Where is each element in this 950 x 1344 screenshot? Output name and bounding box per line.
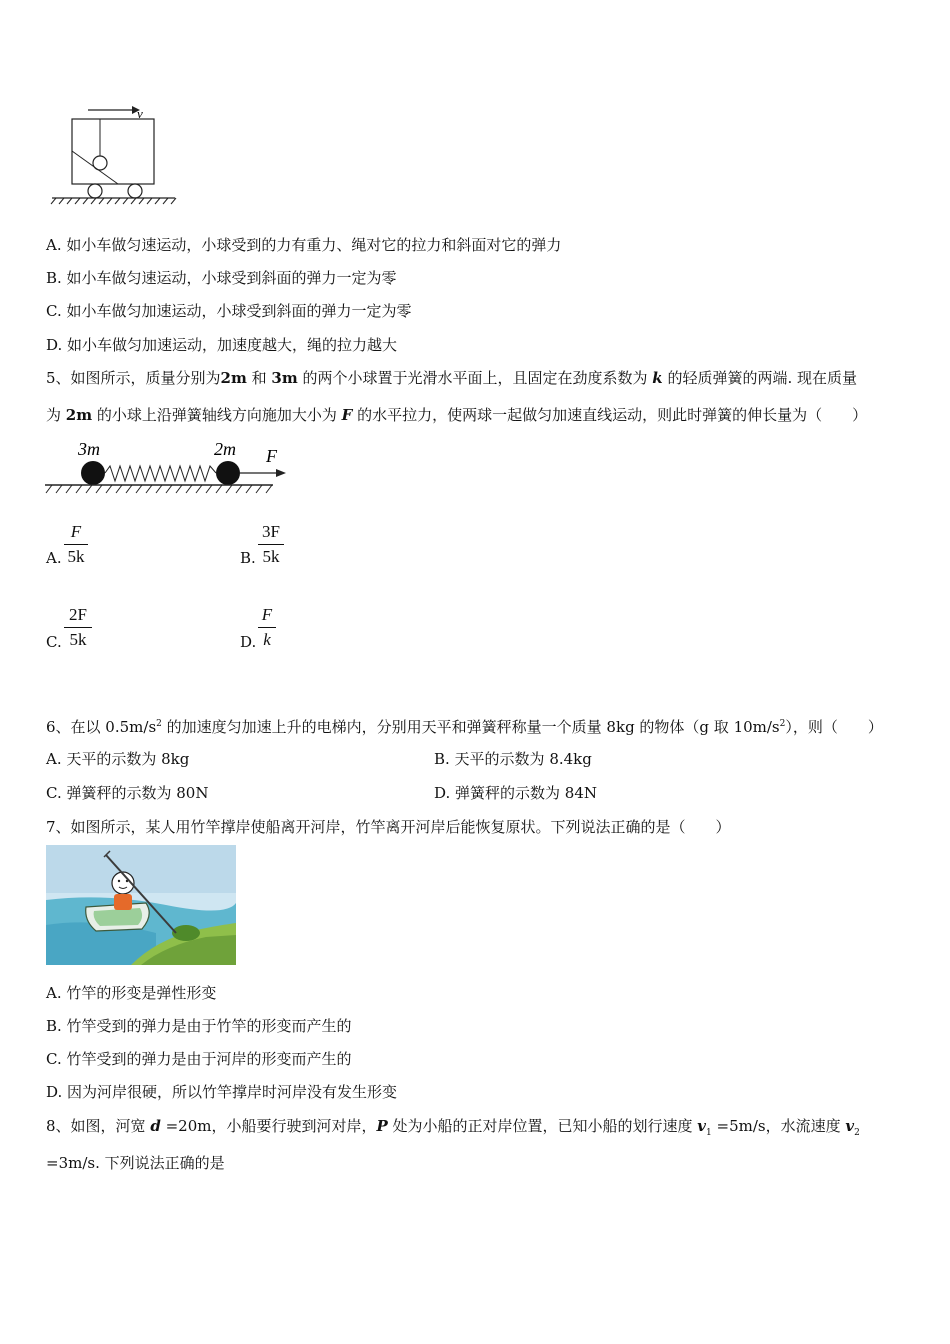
q7-option-a: A. 竹竿的形变是弹性形变 — [46, 984, 217, 1002]
q6-stem: 6、在以 $0.5m/s^2$ 的加速度匀加速上升的电梯内，分别用天平和弹簧秤称量一个质量 8kg 的物体（g 取 $10m/s^2$），则（ ） — [46, 718, 883, 736]
q7-option-d: D. 因为河岸很硬，所以竹竿撑岸时河岸没有发生形变 — [46, 1083, 398, 1101]
q5-stem-line2: 为 2m 的小球上沿弹簧轴线方向施加大小为 F 的水平拉力，使两球一起做匀加速直线运动，则此时弹簧的伸长量为（ ） — [46, 406, 868, 424]
q8-stem-line1: 8、如图，河宽 d =20m，小船要行驶到河对岸，P 处为小船的正对岸位置，已知小船的划行速度 $v_1 =5m/s$，水流速度 $v_2$ — [46, 1117, 860, 1138]
q5-option-a-fraction: $\frac{F}{5k}$ — [64, 522, 88, 567]
left-mass-label: 3m — [78, 439, 100, 459]
boat-illustration — [46, 845, 236, 965]
q5-option-b-label: B. — [240, 549, 256, 567]
q6-option-b: B. 天平的示数为 8.4kg — [434, 750, 592, 768]
q5-option-d-fraction: $\frac{F}{k}$ — [258, 605, 276, 650]
q5-stem-line1: 5、如图所示，质量分别为2m 和 3m 的两个小球置于光滑水平面上，且固定在劲度系数为 k 的轻质弹簧的两端. 现在质量 — [46, 369, 857, 387]
q5-option-b-fraction: $\frac{3F}{5k}$ — [258, 522, 284, 567]
q6-option-d: D. 弹簧秤的示数为 84N — [434, 784, 598, 802]
spring-figure — [40, 436, 300, 498]
force-label: F — [266, 446, 277, 466]
q4-option-d: D. 如小车做匀加速运动，加速度越大，绳的拉力越大 — [46, 336, 398, 354]
velocity-label: v — [137, 106, 143, 121]
right-mass-label: 2m — [214, 439, 236, 459]
q8-stem-line2: =3m/s. 下列说法正确的是 — [46, 1154, 225, 1172]
q7-option-b: B. 竹竿受到的弹力是由于竹竿的形变而产生的 — [46, 1017, 352, 1035]
q6-option-c: C. 弹簧秤的示数为 80N — [46, 784, 209, 802]
q7-stem: 7、如图所示，某人用竹竿撑岸使船离开河岸，竹竿离开河岸后能恢复原状。下列说法正确的是（ ） — [46, 818, 731, 836]
q6-option-a: A. 天平的示数为 8kg — [46, 750, 190, 768]
q4-option-a: A. 如小车做匀速运动，小球受到的力有重力、绳对它的拉力和斜面对它的弹力 — [46, 236, 562, 254]
cart-figure — [40, 98, 190, 212]
q4-option-c: C. 如小车做匀加速运动，小球受到斜面的弹力一定为零 — [46, 302, 412, 320]
q5-option-a-label: A. — [46, 549, 62, 567]
q5-option-c-fraction: $\frac{2F}{5k}$ — [64, 605, 92, 650]
q7-option-c: C. 竹竿受到的弹力是由于河岸的形变而产生的 — [46, 1050, 352, 1068]
q4-option-b: B. 如小车做匀速运动，小球受到斜面的弹力一定为零 — [46, 269, 397, 287]
q5-option-c-label: C. — [46, 633, 62, 651]
q5-option-d-label: D. — [240, 633, 257, 651]
